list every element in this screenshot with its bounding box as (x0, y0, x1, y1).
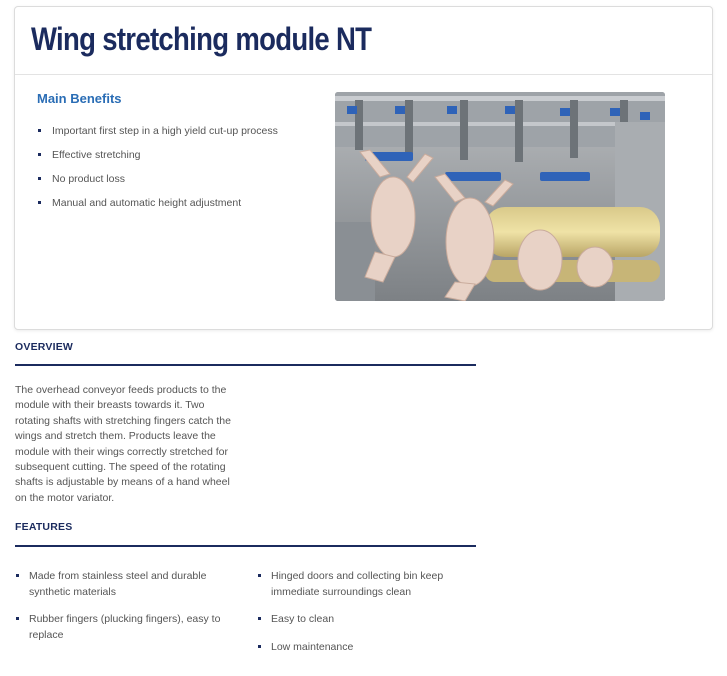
product-card (14, 6, 713, 330)
benefit-item: Effective stretching (37, 148, 278, 172)
benefits-list (37, 124, 278, 220)
feature-item: Easy to clean (257, 612, 472, 628)
feature-item: Rubber fingers (plucking fingers), easy to replace (15, 612, 235, 643)
features-list-right (257, 569, 472, 655)
wing-stretching-machine-image (335, 92, 665, 301)
page-title: Wing stretching module NT (31, 21, 372, 57)
feature-item: Hinged doors and collecting bin keep immediate surroundings clean (257, 569, 472, 600)
benefit-item: Important first step in a high yield cut-up process (37, 124, 278, 148)
main-benefits-heading: Main Benefits (37, 91, 122, 106)
features-divider (15, 545, 476, 547)
features-list-left (15, 569, 235, 643)
card-header (15, 7, 712, 75)
feature-item: Low maintenance (257, 640, 472, 656)
benefit-item: Manual and automatic height adjustment (37, 196, 278, 220)
features-heading: FEATURES (15, 521, 73, 533)
overview-divider (15, 364, 476, 366)
overview-text: The overhead conveyor feeds products to the module with their breasts towards it. Two rotating shafts with stretching fingers catch the wings and stretch them. Products leave the module with their wings correctly stretched for subsequent cutting. The speed of the rotating shafts is adjustable by means of a hand wheel on the motor variator. (15, 384, 231, 504)
benefit-item: No product loss (37, 172, 278, 196)
overview-heading: OVERVIEW (15, 341, 74, 353)
feature-item: Made from stainless steel and durable synthetic materials (15, 569, 235, 600)
product-photo (335, 92, 665, 301)
